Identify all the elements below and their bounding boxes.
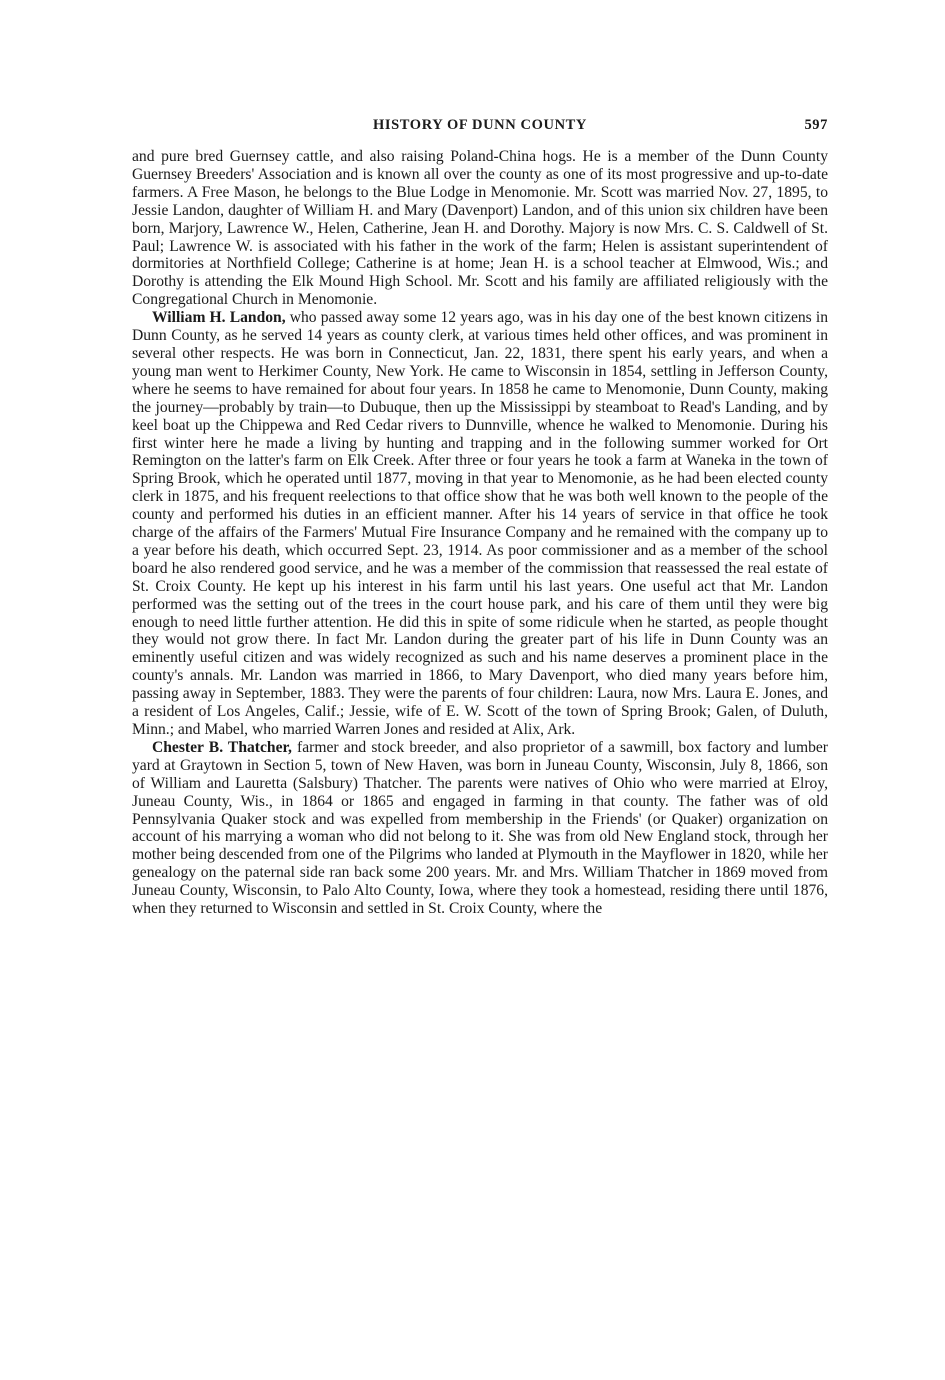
- paragraph-scott-continued: [132, 148, 828, 309]
- running-header: [132, 117, 828, 137]
- biography-name: Chester B. Thatcher,: [152, 738, 292, 756]
- paragraph-text: farmer and stock breeder, and also proprietor of a sawmill, box factory and lumber yard at Graytown in Section 5, town of New Haven, was born in Juneau County, Wisconsin, July 8, 1866, son of William and Lauretta (Salsbury) Thatcher. The parents were natives of Ohio who were married at Elroy, Juneau County, Wis., in 1864 or 1865 and engaged in farming in that county. The father was of old Pennsylvania Quaker stock and was expelled from membership in the Friends' (or Quaker) organization on account of his marrying a woman who did not belong to it. She was from old New England stock, through her mother being descended from one of the Pilgrims who landed at Plymouth in the Mayflower in 1820, while her genealogy on the paternal side ran back some 200 years. Mr. and Mrs. William Thatcher in 1869 moved from Juneau County, Wisconsin, to Palo Alto County, Iowa, where they took a homestead, residing there until 1876, when they returned to Wisconsin and settled in St. Croix County, where the: [132, 738, 828, 918]
- biography-name: William H. Landon,: [152, 309, 286, 327]
- running-title: HISTORY OF DUNN COUNTY: [373, 117, 587, 133]
- paragraph-text: and pure bred Guernsey cattle, and also raising Poland-China hogs. He is a member of the Dunn County Guernsey Breeders' Association and is known all over the county as one of its most progressive and up-to-date farmers. A Free Mason, he belongs to the Blue Lodge in Menomonie. Mr. Scott was married Nov. 27, 1895, to Jessie Landon, daughter of William H. and Mary (Davenport) Landon, and of this union six children have been born, Marjory, Lawrence W., Helen, Catherine, Jean H. and Dorothy. Majory is now Mrs. C. S. Caldwell of St. Paul; Lawrence W. is associated with his father in the work of the farm; Helen is assistant superintendent of dormitories at Northfield College; Catherine is at home; Jean H. is a school teacher at Elmwood, Wis.; and Dorothy is attending the Elk Mound High School. Mr. Scott and his family are affiliated religiously with the Congregational Church in Menomonie.: [132, 148, 828, 309]
- page-number: 597: [804, 117, 828, 133]
- body-text: [132, 148, 828, 918]
- paragraph-text: who passed away some 12 years ago, was in his day one of the best known citizens in Dunn County, as he served 14 years as county clerk, at various times held other offices, and was prominent in several other respects. He was born in Connecticut, Jan. 22, 1831, there spent his early years, and when a young man went to Herkimer County, New York. He came to Wisconsin in 1854, settling in Jefferson County, where he seems to have remained for about four years. In 1858 he came to Menomonie, Dunn County, making the journey—probably by train—to Dubuque, then up the Mississippi by steamboat to Read's Landing, and by keel boat up the Chippewa and Red Cedar rivers to Dunnville, whence he walked to Menomonie. During his first winter here he made a living by hunting and trapping and in the following summer worked for Ort Remington on the latter's farm on Elk Creek. After three or four years he took a farm at Waneka in the town of Spring Brook, which he operated until 1877, moving in that year to Menomonie, as he had been elected county clerk in 1875, and his frequent reelections to that office show that he was both well known to the people of the county and performed his duties in an efficient manner. After his 14 years of service in that office he took charge of the affairs of the Farmers' Mutual Fire Insurance Company and he remained with the company up to a year before his death, which occurred Sept. 23, 1914. As poor commissioner and as a member of the school board he also rendered good service, and he was a member of the commission that reassessed the real estate of St. Croix County. He kept up his interest in his farm until his last years. One useful act that Mr. Landon performed was the setting out of the trees in the court house park, and his care of them until they were big enough to need little further attention. He did this in spite of some ridicule when he started, as people thought they would not grow there. In fact Mr. Landon during the greater part of his life in Dunn County was an eminently useful citizen and was widely recognized as such and his name deserves a prominent place in the county's annals. Mr. Landon was married in 1866, to Mary Davenport, who died many years before him, passing away in September, 1883. They were the parents of four children: Laura, now Mrs. Laura E. Jones, and a resident of Los Angeles, Calif.; Jessie, wife of E. W. Scott of the town of Spring Brook; Galen, of Duluth, Minn.; and Mabel, who married Warren Jones and resided at Alix, Ark.: [132, 309, 828, 738]
- paragraph-william-landon: [132, 309, 828, 739]
- paragraph-chester-thatcher: [132, 739, 828, 918]
